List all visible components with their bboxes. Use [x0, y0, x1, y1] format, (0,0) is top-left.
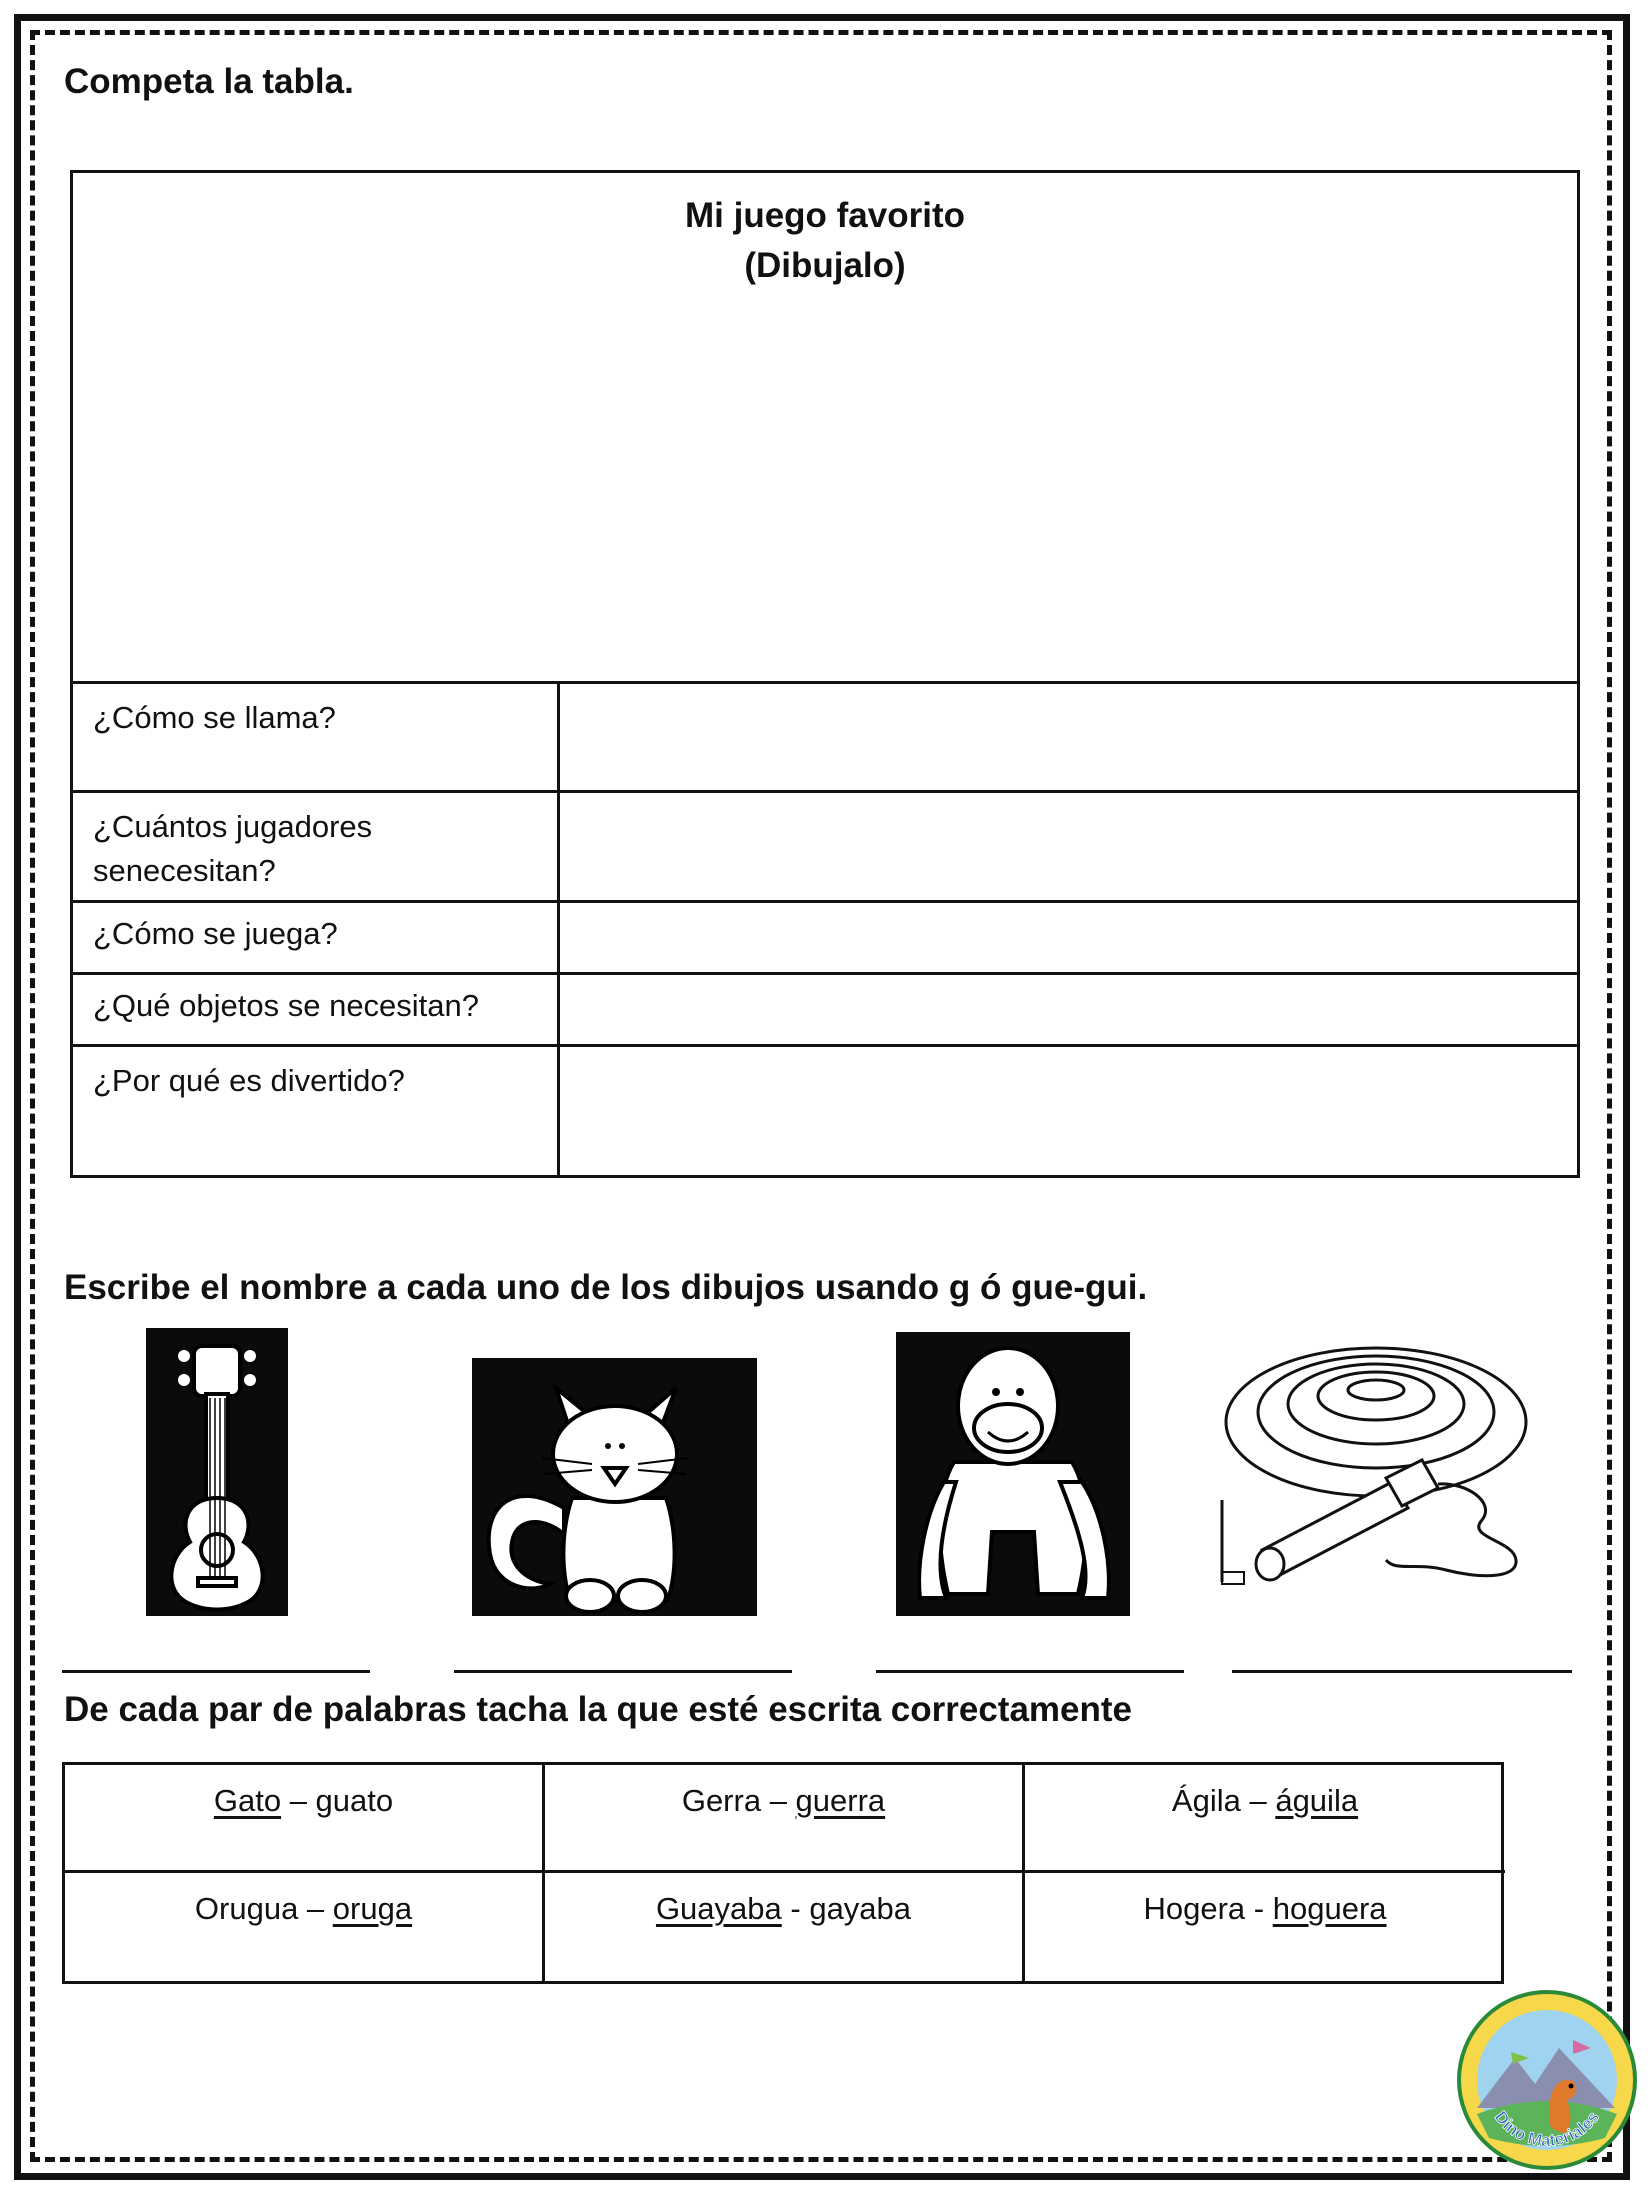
hose-icon [1216, 1332, 1534, 1598]
section-heading-cross-words: De cada par de palabras tacha la que esté escrita correctamente [64, 1690, 1133, 1729]
answer-line-1[interactable] [62, 1670, 370, 1673]
table-title-line-2: (Dibujalo) [744, 246, 906, 285]
word-option[interactable]: oruga [332, 1891, 413, 1926]
word-option[interactable]: guato [315, 1783, 394, 1818]
table-row [73, 1047, 1577, 1175]
table-title [73, 191, 1577, 291]
word-option[interactable]: Guayaba [655, 1891, 782, 1926]
answer-cell[interactable] [560, 684, 1577, 790]
word-pair-cell[interactable] [1025, 1873, 1505, 1981]
word-option[interactable]: Hogera [1143, 1891, 1246, 1926]
word-option[interactable]: Gato [213, 1783, 282, 1818]
table-row [73, 793, 1577, 903]
question-label: ¿Cómo se llama? [73, 684, 560, 790]
gorilla-icon [896, 1332, 1130, 1616]
word-option[interactable]: guerra [795, 1783, 886, 1818]
answer-cell[interactable] [560, 975, 1577, 1044]
word-pairs-table [62, 1762, 1504, 1984]
word-separator: – [761, 1783, 796, 1818]
answer-cell[interactable] [560, 793, 1577, 900]
favorite-game-table [70, 170, 1580, 1178]
word-option[interactable]: Ágila [1171, 1783, 1241, 1818]
table-row [73, 975, 1577, 1047]
section-heading-complete-table: Competa la tabla. [64, 62, 354, 101]
word-pair-cell[interactable] [1025, 1765, 1505, 1873]
answer-line-2[interactable] [454, 1670, 792, 1673]
word-separator: - [1245, 1891, 1273, 1926]
question-label: ¿Cómo se juega? [73, 903, 560, 972]
cat-icon [472, 1358, 757, 1616]
word-option[interactable]: Gerra [681, 1783, 762, 1818]
word-pair-cell[interactable] [545, 1873, 1025, 1981]
section-heading-name-pictures: Escribe el nombre a cada uno de los dibujos usando g ó gue-gui. [64, 1268, 1148, 1307]
question-label: ¿Qué objetos se necesitan? [73, 975, 560, 1044]
word-pair-cell[interactable] [65, 1873, 545, 1981]
table-row [73, 903, 1577, 975]
word-option[interactable]: hoguera [1272, 1891, 1387, 1926]
answer-cell[interactable] [560, 903, 1577, 972]
answer-line-4[interactable] [1232, 1670, 1572, 1673]
svg-text:Dino Materiales: Dino Materiales [1490, 2107, 1604, 2151]
table-title-line-1: Mi juego favorito [685, 196, 965, 235]
word-pair-cell[interactable] [65, 1765, 545, 1873]
answer-cell[interactable] [560, 1047, 1577, 1175]
word-separator: – [298, 1891, 333, 1926]
table-row [73, 684, 1577, 793]
word-separator: - [781, 1891, 810, 1926]
answer-line-3[interactable] [876, 1670, 1184, 1673]
dinosaur-logo-icon [1455, 1988, 1639, 2172]
word-separator: – [281, 1783, 316, 1818]
word-separator: – [1240, 1783, 1276, 1818]
word-option[interactable]: Orugua [194, 1891, 299, 1926]
guitar-icon [146, 1328, 288, 1616]
question-label: ¿Cuántos jugadores senecesitan? [73, 793, 560, 900]
drawing-area[interactable] [73, 173, 1577, 684]
word-pair-cell[interactable] [545, 1765, 1025, 1873]
word-option[interactable]: gayaba [809, 1891, 912, 1926]
question-label: ¿Por qué es divertido? [73, 1047, 560, 1175]
word-option[interactable]: águila [1275, 1783, 1359, 1818]
